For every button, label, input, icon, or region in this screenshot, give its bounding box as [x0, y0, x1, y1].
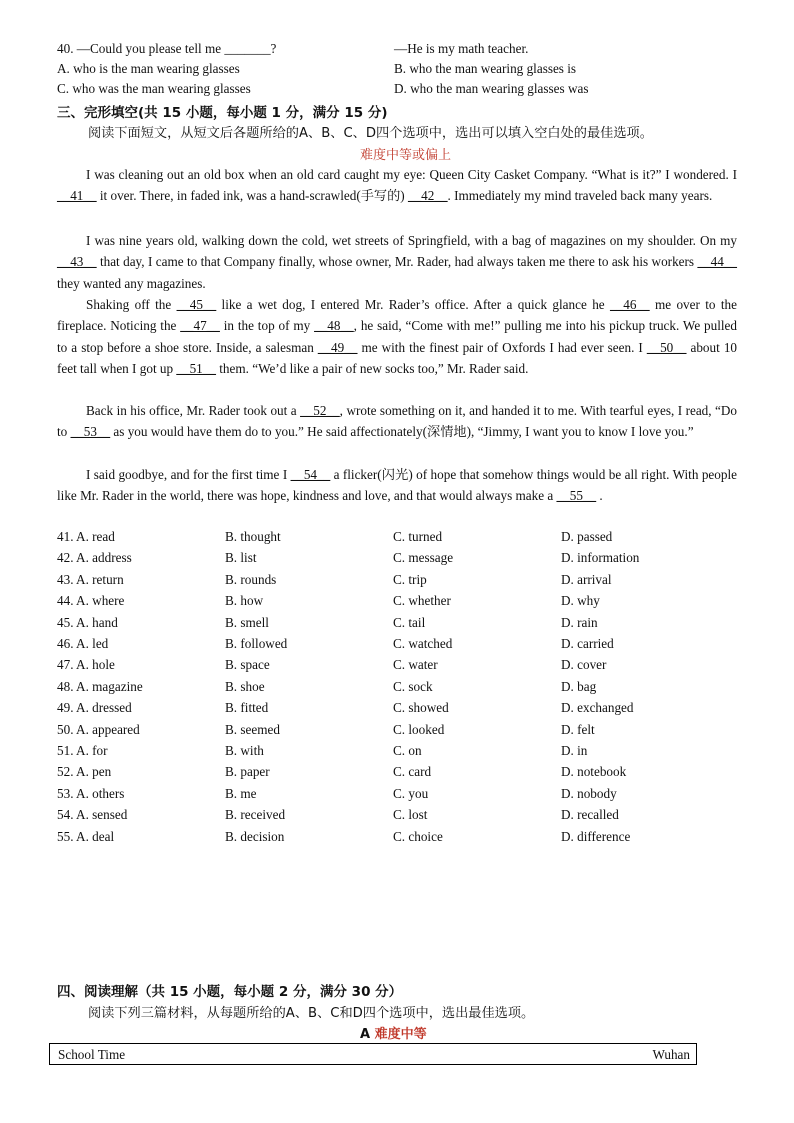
table-left-cell: School Time [58, 1047, 126, 1062]
info-table [49, 1043, 697, 1065]
question-44-option-c: C. whether [393, 593, 451, 609]
question-48-option-c: C. sock [393, 678, 433, 694]
question-50-option-b: B. seemed [225, 721, 280, 737]
passage-text: me with the finest pair of Oxfords I had ever seen. I [357, 339, 647, 355]
section3-instruction: 阅读下面短文，从短文后各题所给的A、B、C、D四个选项中，选出可以填入空白处的最佳选项。 [88, 126, 653, 141]
passage-text: about 10 feet tall when I got up [57, 339, 738, 377]
question-53-option-c: C. you [393, 785, 429, 801]
passage-a-header [360, 1023, 427, 1042]
passage-text: as you would have them do to you.” He said affectionately(深情地), “Jimmy, I want you to know I love you.” [110, 424, 694, 440]
passage-text: Back in his office, Mr. Rader took out a [86, 403, 301, 418]
question-45-option-a: 45. A. hand [57, 614, 118, 630]
question-45-option-c: C. tail [393, 614, 426, 630]
q40-response: —He is my math teacher. [394, 41, 529, 56]
question-49-option-a: 49. A. dressed [57, 700, 132, 716]
question-42-option-c: C. message [393, 550, 454, 566]
question-53-option-d: D. nobody [561, 785, 617, 801]
question-46-option-a: 46. A. led [57, 636, 109, 651]
question-46-option-d: D. carried [561, 636, 614, 651]
question-53-option-a: 53. A. others [57, 785, 125, 801]
question-53-option-b: B. me [225, 785, 257, 801]
question-43-option-c: C. trip [393, 571, 427, 587]
passage-text: a flicker(闪光) of hope that somehow things would be all right. With people like Mr. Rader in the world, there was hope, kindness and love, and that would always make a [57, 467, 737, 504]
passage-a-difficulty: 难度中等 [374, 1027, 427, 1042]
passage-text: I was nine years old, walking down the cold, wet streets of Springfield, with a bag of magazines on my shoulder. On my [86, 233, 737, 248]
question-51-option-b: B. with [225, 743, 264, 758]
question-55-option-a: 55. A. deal [57, 828, 115, 844]
question-51-option-d: D. in [561, 743, 588, 758]
passage-text: me over to the fireplace. Noticing the [57, 297, 737, 334]
question-41-option-b: B. thought [225, 529, 281, 544]
cloze-paragraph [57, 464, 737, 507]
table-right-cell: Wuhan [652, 1047, 690, 1062]
question-47-option-d: D. cover [561, 657, 607, 673]
question-51-option-c: C. on [393, 743, 422, 758]
question-52-option-d: D. notebook [561, 764, 627, 780]
passage-text: , he said, “Come with me!” pulling me into his pickup truck. We pulled to a stop before a shoe store. Inside, a salesman [57, 318, 738, 355]
q40-stem: 40. —Could you please tell me _______? [57, 41, 277, 56]
question-42-option-b: B. list [225, 550, 257, 566]
question-44-option-b: B. how [225, 593, 264, 609]
question-47-option-a: 47. A. hole [57, 657, 115, 673]
section3-difficulty: 难度中等或偏上 [360, 148, 452, 163]
question-46-option-b: B. followed [225, 636, 288, 651]
question-46-option-c: C. watched [393, 636, 453, 651]
question-52-option-c: C. card [393, 764, 432, 780]
question-49-option-c: C. showed [393, 700, 449, 716]
passage-text: . [596, 488, 603, 504]
passage-text: that day, I came to that Company finally, whose owner, Mr. Rader, had always taken me there to ask his workers [96, 254, 698, 270]
question-50-option-c: C. looked [393, 721, 445, 737]
question-50-option-a: 50. A. appeared [57, 721, 140, 737]
question-55-option-d: D. difference [561, 828, 631, 844]
question-50-option-d: D. felt [561, 721, 595, 737]
passage-text: in the top of my [219, 318, 315, 334]
passage-text: like a wet dog, I entered Mr. Rader’s office. After a quick glance he [216, 297, 611, 312]
blank-52: __52__ [300, 403, 340, 418]
question-52-option-a: 52. A. pen [57, 764, 112, 780]
q40-option-b: B. who the man wearing glasses is [394, 61, 577, 76]
cloze-paragraph [57, 230, 737, 294]
question-54-option-c: C. lost [393, 807, 428, 823]
question-51-option-a: 51. A. for [57, 743, 108, 758]
blank-45: __45__ [176, 297, 217, 312]
question-41-option-c: C. turned [393, 529, 443, 544]
blank-54: __54__ [290, 467, 331, 482]
question-54-option-b: B. received [225, 807, 286, 823]
question-43-option-b: B. rounds [225, 571, 277, 587]
passage-text: they wanted any magazines. [57, 275, 206, 291]
blank-44: __44__ [697, 254, 737, 270]
question-41-option-a: 41. A. read [57, 529, 115, 544]
passage-label: A [360, 1027, 371, 1042]
question-49-option-d: D. exchanged [561, 700, 634, 716]
section3-heading: 三、完形填空(共 15 小题，每小题 1 分，满分 15 分) [57, 105, 388, 121]
q40-option-d: D. who the man wearing glasses was [394, 81, 589, 96]
passage-text: I was cleaning out an old box when an old card caught my eye: Queen City Casket Company. “What is it?” I wondered. I [86, 167, 737, 182]
question-54-option-a: 54. A. sensed [57, 807, 128, 823]
blank-53: __53__ [70, 424, 111, 440]
question-47-option-b: B. space [225, 657, 270, 673]
blank-41: __41__ [57, 188, 97, 204]
question-55-option-b: B. decision [225, 828, 285, 844]
question-45-option-d: D. rain [561, 614, 598, 630]
blank-46: __46__ [610, 297, 650, 312]
question-45-option-b: B. smell [225, 614, 269, 630]
question-49-option-b: B. fitted [225, 700, 269, 716]
question-41-option-d: D. passed [561, 529, 613, 544]
blank-55: __55__ [556, 488, 597, 504]
question-47-option-c: C. water [393, 657, 438, 673]
cloze-paragraph [57, 164, 737, 207]
question-43-option-d: D. arrival [561, 571, 612, 587]
passage-text: it over. There, in faded ink, was a hand-scrawled(手写的) [96, 188, 408, 204]
blank-48: __48__ [314, 318, 354, 334]
blank-42: __42__ [407, 188, 448, 204]
question-48-option-d: D. bag [561, 678, 597, 694]
passage-text: Shaking off the [86, 297, 177, 312]
question-54-option-d: D. recalled [561, 807, 619, 823]
passage-text: , wrote something on it, and handed it to me. With tearful eyes, I read, “Do to [57, 403, 738, 440]
blank-43: __43__ [57, 254, 97, 270]
question-52-option-b: B. paper [225, 764, 270, 780]
question-55-option-c: C. choice [393, 828, 443, 844]
cloze-paragraph [57, 294, 737, 380]
passage-text: . Immediately my mind traveled back many years. [447, 188, 713, 204]
question-44-option-a: 44. A. where [57, 593, 125, 609]
question-42-option-a: 42. A. address [57, 550, 132, 566]
q40-option-a: A. who is the man wearing glasses [57, 61, 240, 76]
question-48-option-a: 48. A. magazine [57, 678, 143, 694]
question-43-option-a: 43. A. return [57, 571, 124, 587]
question-44-option-d: D. why [561, 593, 600, 609]
blank-47: __47__ [180, 318, 220, 334]
blank-49: __49__ [317, 339, 358, 355]
blank-50: __50__ [646, 339, 687, 355]
passage-text: them. “We’d like a pair of new socks too,” Mr. Rader said. [215, 361, 529, 377]
question-42-option-d: D. information [561, 550, 640, 566]
q40-option-c: C. who was the man wearing glasses [57, 81, 251, 96]
section4-instruction: 阅读下列三篇材料，从每题所给的A、B、C和D四个选项中，选出最佳选项。 [88, 1006, 535, 1021]
cloze-paragraph [57, 400, 737, 443]
passage-text: I said goodbye, and for the first time I [86, 467, 291, 482]
blank-51: __51__ [176, 361, 216, 377]
question-48-option-b: B. shoe [225, 678, 265, 694]
section4-heading: 四、阅读理解（共 15 小题，每小题 2 分，满分 30 分） [57, 984, 403, 1000]
